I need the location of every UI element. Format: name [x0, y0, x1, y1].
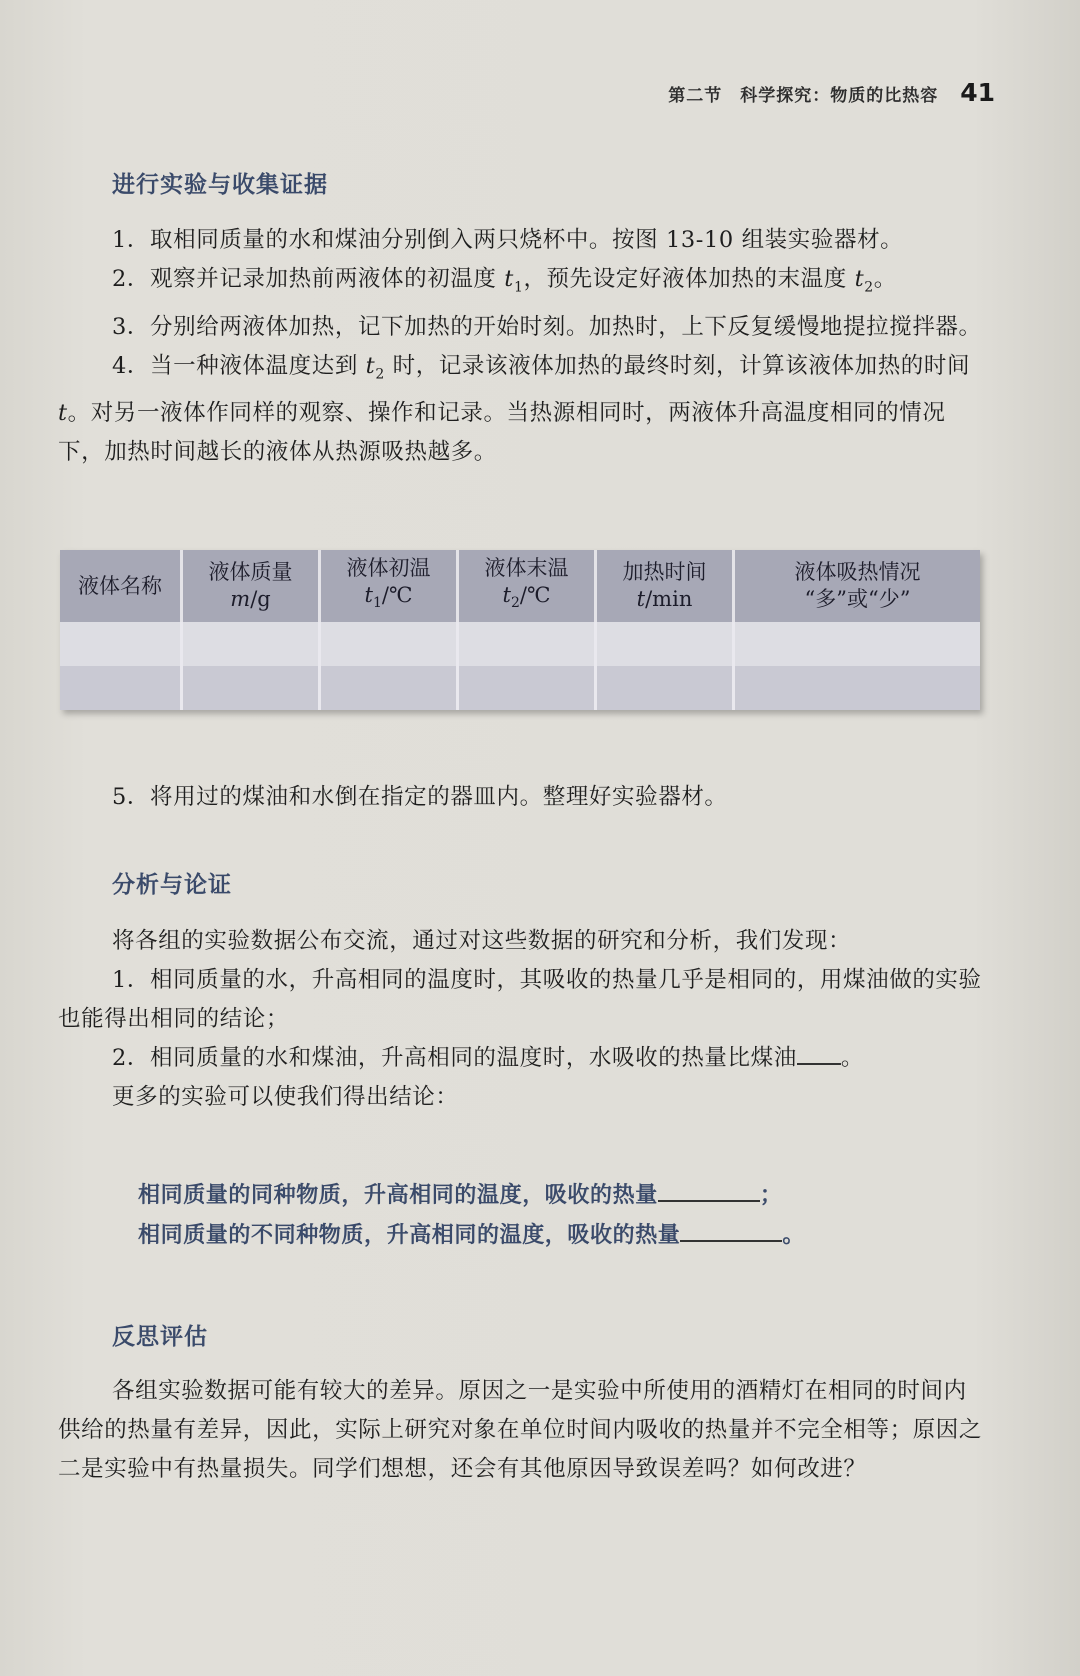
step-2: 2．观察并记录加热前两液体的初温度 $t_1$，预先设定好液体加热的末温度 $t_2$。 — [112, 266, 897, 296]
step-1: 1．取相同质量的水和煤油分别倒入两只烧杯中。按图 13-10 组装实验器材。 — [112, 227, 904, 253]
finding-2: 2．相同质量的水和煤油，升高相同的温度时，水吸收的热量比煤油 。 — [112, 1045, 864, 1071]
table-row — [60, 666, 980, 710]
heading-analysis: 分析与论证 — [112, 872, 232, 898]
col-liquid-name: 液体名称 — [60, 550, 182, 622]
col-initial-temp: 液体初温 $t_1/℃$ — [320, 550, 458, 622]
data-table — [60, 550, 980, 710]
step-5: 5．将用过的煤油和水倒在指定的器皿内。整理好实验器材。 — [112, 784, 728, 810]
reflection-text: 各组实验数据可能有较大的差异。原因之一是实验中所使用的酒精灯在相同的时间内供给的热量有差异，因此，实际上研究对象在单位时间内吸收的热量并不完全相等；原因之二是实验中有热量损失。同学们想想，还会有其他原因导致误差吗？如何改进？ — [58, 1378, 983, 1482]
analysis-body — [58, 922, 988, 1117]
step-5-block — [58, 778, 988, 817]
answer-blank — [680, 1240, 782, 1242]
page-header — [668, 78, 995, 107]
conclusion-1: 相同质量的同种物质，升高相同的温度，吸收的热量 ； — [138, 1183, 783, 1208]
col-heating-time: 加热时间 t/min — [596, 550, 734, 622]
answer-blank — [797, 1063, 841, 1065]
page-number: 41 — [960, 78, 995, 107]
heading-reflection: 反思评估 — [112, 1324, 208, 1350]
heading-experiment: 进行实验与收集证据 — [112, 172, 328, 198]
answer-blank — [658, 1200, 760, 1202]
col-final-temp: 液体末温 $t_2/℃$ — [458, 550, 596, 622]
step-3: 3．分别给两液体加热，记下加热的开始时刻。加热时，上下反复缓慢地提拉搅拌器。 — [112, 313, 982, 340]
finding-1: 1．相同质量的水，升高相同的温度时，其吸收的热量几乎是相同的，用煤油做的实验也能得出相同的结论； — [58, 967, 982, 1032]
more-experiments: 更多的实验可以使我们得出结论： — [112, 1084, 459, 1110]
conclusion-2: 相同质量的不同种物质，升高相同的温度，吸收的热量 。 — [138, 1223, 806, 1248]
col-heat-absorbed: 液体吸热情况 “多”或“少” — [734, 550, 981, 622]
step-4: 4．当一种液体温度达到 $t_2$ 时，记录该液体加热的最终时刻，计算该液体加热的时间 t。对另一液体作同样的观察、操作和记录。当热源相同时，两液体升高温度相同的情况下，加热时间越长的液体从热源吸热越多。 — [58, 352, 971, 465]
table-row — [60, 622, 980, 666]
experiment-steps — [58, 221, 988, 472]
col-mass: 液体质量 m/g — [182, 550, 320, 622]
analysis-intro: 将各组的实验数据公布交流，通过对这些数据的研究和分析，我们发现： — [112, 928, 852, 954]
section-title: 第二节 科学探究：物质的比热容 — [668, 86, 939, 106]
reflection-body — [58, 1372, 988, 1489]
